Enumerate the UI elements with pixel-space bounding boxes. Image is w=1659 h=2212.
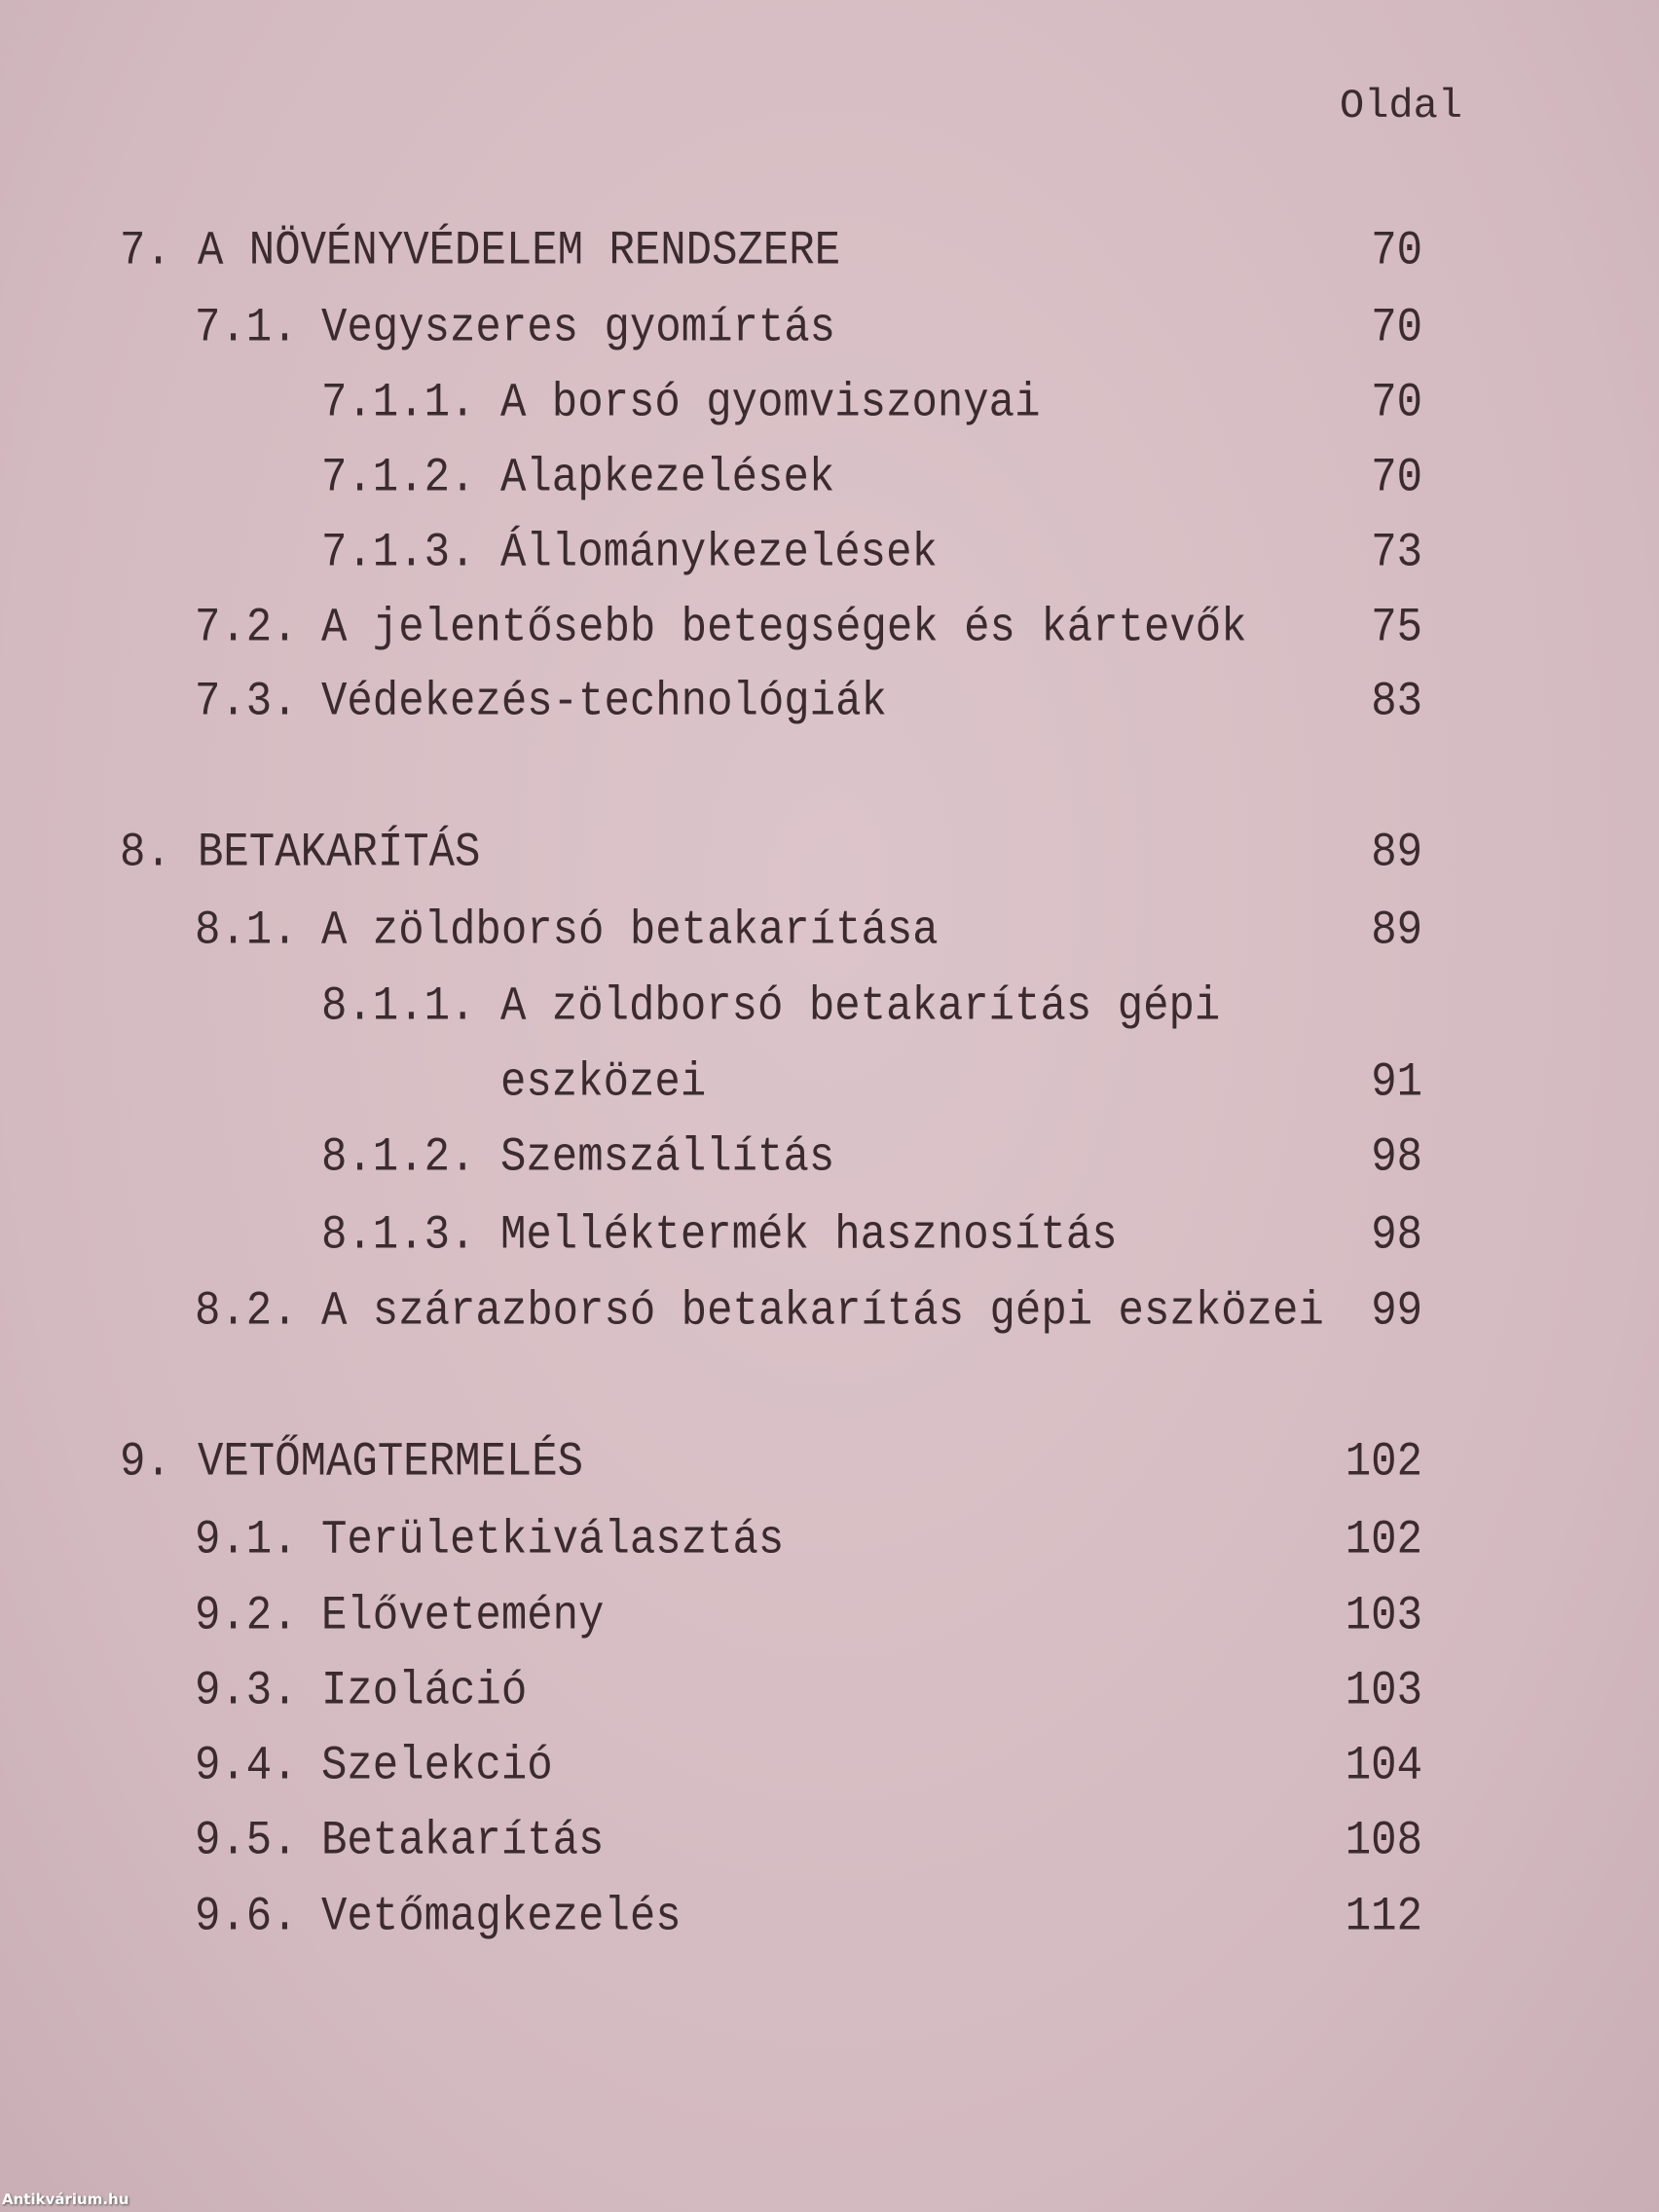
entry-title: Vegyszeres gyomírtás (321, 301, 836, 355)
watermark: Antikvárium.hu (2, 2191, 129, 2208)
entry-title: A NÖVÉNYVÉDELEM RENDSZERE (198, 224, 841, 278)
entry-page: 102 (1345, 1435, 1422, 1490)
entry-number: 7.3. (195, 675, 298, 729)
entry-page: 112 (1345, 1890, 1422, 1944)
entry-title: Szelekció (321, 1739, 553, 1793)
entry-page: 70 (1371, 376, 1422, 430)
entry-title: Elővetemény (321, 1589, 605, 1643)
entry-page: 103 (1345, 1589, 1422, 1643)
entry-title: VETŐMAGTERMELÉS (198, 1435, 584, 1490)
entry-page: 70 (1371, 301, 1422, 355)
entry-number: 9.3. (195, 1664, 298, 1718)
entry-page: 99 (1371, 1284, 1422, 1339)
page-column-label: Oldal (1340, 83, 1463, 129)
entry-number: 8.1.3. (321, 1208, 476, 1263)
entry-number: 9.4. (195, 1739, 298, 1793)
entry-number: 9.6. (195, 1890, 298, 1944)
entry-number: 7.1.3. (321, 526, 476, 580)
entry-title: Izoláció (321, 1664, 528, 1718)
entry-title: A zöldborsó betakarítása (321, 903, 939, 958)
entry-number: 9.1. (195, 1513, 298, 1567)
entry-title: Szemszállítás (500, 1130, 835, 1185)
entry-number: 9.5. (195, 1814, 298, 1868)
entry-number: 8.1.1. (321, 979, 476, 1034)
entry-number: 8. (120, 826, 171, 880)
entry-number: 8.2. (195, 1284, 298, 1339)
entry-page: 83 (1371, 675, 1422, 729)
entry-page: 108 (1345, 1814, 1422, 1868)
entry-title-continued: eszközei (500, 1055, 707, 1110)
entry-title: Melléktermék hasznosítás (500, 1208, 1118, 1263)
entry-page: 98 (1371, 1130, 1422, 1185)
entry-title: Területkiválasztás (321, 1513, 785, 1567)
entry-title: Alapkezelések (500, 451, 835, 505)
entry-title: A zöldborsó betakarítás gépi (500, 979, 1221, 1034)
entry-title: Védekezés-technológiák (321, 675, 887, 729)
entry-title: Vetőmagkezelés (321, 1890, 682, 1944)
entry-page: 75 (1371, 601, 1422, 655)
entry-page: 102 (1345, 1513, 1422, 1567)
entry-page: 98 (1371, 1208, 1422, 1263)
entry-number: 8.1. (195, 903, 298, 958)
entry-number: 7.1.2. (321, 451, 476, 505)
entry-number: 9.2. (195, 1589, 298, 1643)
entry-page: 104 (1345, 1739, 1422, 1793)
entry-page: 91 (1371, 1055, 1422, 1110)
entry-number: 7.1.1. (321, 376, 476, 430)
entry-number: 8.1.2. (321, 1130, 476, 1185)
entry-page: 103 (1345, 1664, 1422, 1718)
entry-number: 7. (120, 224, 171, 278)
entry-number: 7.1. (195, 301, 298, 355)
entry-number: 9. (120, 1435, 171, 1490)
entry-title: BETAKARÍTÁS (198, 826, 481, 880)
entry-page: 70 (1371, 451, 1422, 505)
entry-page: 89 (1371, 903, 1422, 958)
entry-title: A szárazborsó betakarítás gépi eszközei (321, 1284, 1324, 1339)
entry-number: 7.2. (195, 601, 298, 655)
entry-page: 73 (1371, 526, 1422, 580)
entry-title: A jelentősebb betegségek és kártevők (321, 601, 1247, 655)
entry-page: 70 (1371, 224, 1422, 278)
entry-page: 89 (1371, 826, 1422, 880)
entry-title: Betakarítás (321, 1814, 605, 1868)
entry-title: Állománykezelések (500, 526, 938, 580)
entry-title: A borsó gyomviszonyai (500, 376, 1041, 430)
